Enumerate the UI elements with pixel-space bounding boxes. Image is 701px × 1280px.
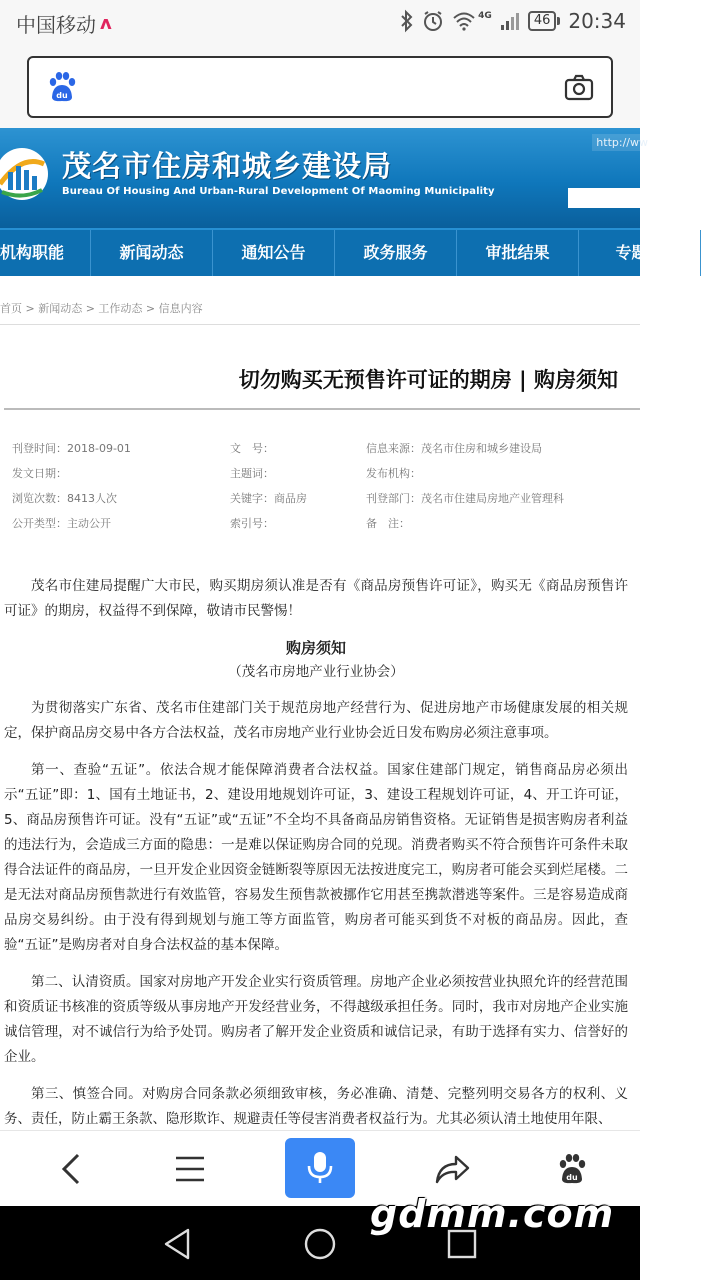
watermark: gdmm.com	[370, 1192, 615, 1236]
battery-indicator	[528, 11, 561, 31]
system-back-icon[interactable]	[160, 1226, 196, 1262]
section-subtitle: （茂名市房地产业行业协会）	[228, 664, 404, 680]
section-title: 购房须知	[285, 639, 346, 657]
share-icon	[434, 1153, 470, 1185]
nav-item-results[interactable]: 审批结果	[457, 230, 579, 276]
status-icons	[400, 9, 626, 33]
nav-item-news[interactable]: 新闻动态	[91, 230, 213, 276]
breadcrumb[interactable]: 首页 > 新闻动态 > 工作动态 > 信息内容	[0, 302, 203, 315]
body-paragraph: 为贯彻落实广东省、茂名市住建部门关于规范房地产经营行为、促进房地产市场健康发展的相关规定，保护商品房交易中各方合法权益，茂名市房地产业行业协会近日发布购房必须注意事项。	[4, 700, 628, 741]
meta-row	[12, 465, 632, 490]
baidu-paw-icon	[555, 1152, 589, 1186]
body-paragraph: 第三、慎签合同。对购房合同条款必须细致审核，务必准确、清楚、完整列明交易各方的权利、义务、责任，防止霸王条款、隐形欺诈、规避责任等侵害消费者权益行为。尤其必须认清土地使用年限、	[4, 1086, 628, 1127]
nav-item-services[interactable]: 政务服务	[335, 230, 457, 276]
meta-department: 刊登部门：茂名市住建局房地产业管理科	[366, 492, 564, 505]
header-search-field[interactable]	[568, 188, 640, 208]
meta-public-type: 公开类型：主动公开	[12, 517, 111, 530]
carrier-info	[16, 9, 112, 38]
site-header-banner	[0, 128, 648, 228]
nav-item-functions[interactable]: 机构职能	[0, 230, 91, 276]
signal-icon	[500, 11, 520, 31]
site-subtitle: Bureau Of Housing And Urban-Rural Development Of Maoming Municipality	[62, 186, 495, 197]
body-paragraph: 第一、查验“五证”。依法合规才能保障消费者合法权益。国家住建部门规定，销售商品房必须出示“五证”即：1、国有土地证书，2、建设用地规划许可证，3、建设工程规划许可证，4、开工许可证，5、商品房预售许可证。没有“五证”或“五证”不全均不具备商品房销售资格。无证销售是损害购房者利益的违法行为，会造成三方面的隐患：一是难以保证购房合同的兑现。消费者购买不符合预售许可条件未取得合法证件的商品房，一旦开发企业因资金链断裂等原因无法按进度完工，购房者可能会买到烂尾楼。二是无法对商品房预售款进行有效监管，容易发生预售款被挪作它用甚至携款潜逃等案件。三是容易造成商品房交易纠纷。由于没有得到规划与施工等方面监管，购房者可能买到货不对板的商品房。因此，查验“五证”是购房者对自身合法权益的基本保障。	[4, 762, 628, 953]
system-home-icon[interactable]	[302, 1226, 338, 1262]
search-box[interactable]	[27, 56, 613, 118]
meta-views: 浏览次数：8413人次	[12, 492, 117, 505]
meta-issue-date: 发文日期：	[12, 467, 67, 480]
meta-row	[12, 490, 632, 515]
clock: 20:34	[568, 9, 626, 33]
share-button[interactable]	[428, 1145, 476, 1193]
voice-search-button[interactable]	[285, 1138, 355, 1198]
battery-level: 46	[528, 11, 557, 31]
bluetooth-icon	[400, 10, 414, 32]
baidu-paw-icon	[45, 70, 79, 104]
main-nav	[0, 228, 664, 276]
title-divider	[4, 408, 640, 410]
body-paragraph: 第二、认清资质。国家对房地产开发企业实行资质管理。房地产企业必须按营业执照允许的经营范围和资质证书核准的资质等级从事房地产开发经营业务，不得越级承担任务。同时，我市对房地产企业实施诚信管理，对不诚信行为给予处罚。购房者了解开发企业资质和诚信记录，有助于选择有实力、信誉好的企业。	[4, 974, 628, 1065]
microphone-icon	[305, 1150, 335, 1186]
nav-item-topics[interactable]: 专题专	[579, 230, 701, 276]
network-type: 4G	[478, 11, 492, 21]
svg-text:du: du	[56, 91, 68, 100]
site-url: http://ww	[592, 134, 652, 151]
meta-row	[12, 515, 632, 540]
status-bar	[0, 0, 640, 44]
article-body	[4, 574, 628, 1144]
search-input[interactable]	[93, 72, 553, 104]
meta-row	[12, 440, 632, 465]
breadcrumb-divider	[0, 324, 640, 325]
site-title: 茂名市住房和城乡建设局	[62, 149, 393, 183]
meta-publisher: 发布机构：	[366, 467, 421, 480]
article-meta	[12, 440, 632, 540]
nav-item-notices[interactable]: 通知公告	[213, 230, 335, 276]
wifi-icon	[452, 11, 476, 31]
article-title: 切勿购买无预售许可证的期房 | 购房须知	[238, 368, 618, 392]
meta-remarks: 备 注：	[366, 517, 410, 530]
carrier-name: 中国移动	[16, 13, 96, 37]
camera-icon[interactable]	[563, 72, 595, 104]
browser-search-bar	[0, 44, 640, 128]
menu-icon	[174, 1155, 206, 1183]
chevron-left-icon	[58, 1151, 86, 1187]
intro-paragraph: 茂名市住建局提醒广大市民，购买期房须认准是否有《商品房预售许可证》，购买无《商品房预售许可证》的期房，权益得不到保障，敬请市民警惕！	[4, 578, 628, 619]
baidu-home-button[interactable]	[548, 1145, 596, 1193]
meta-index-number: 索引号：	[230, 517, 274, 530]
battery-tip	[557, 17, 560, 25]
alarm-icon	[422, 10, 444, 32]
carrier-logo-icon: ʌ	[100, 13, 112, 34]
meta-source: 信息来源：茂名市住房和城乡建设局	[366, 442, 542, 455]
meta-subject: 主题词：	[230, 467, 274, 480]
meta-doc-number: 文 号：	[230, 442, 274, 455]
meta-keyword: 关键字：商品房	[230, 492, 307, 505]
back-button[interactable]	[48, 1145, 96, 1193]
meta-publish-time: 刊登时间：2018-09-01	[12, 442, 131, 455]
menu-button[interactable]	[166, 1145, 214, 1193]
svg-text:du: du	[566, 1173, 578, 1182]
bureau-logo-icon	[0, 144, 52, 204]
